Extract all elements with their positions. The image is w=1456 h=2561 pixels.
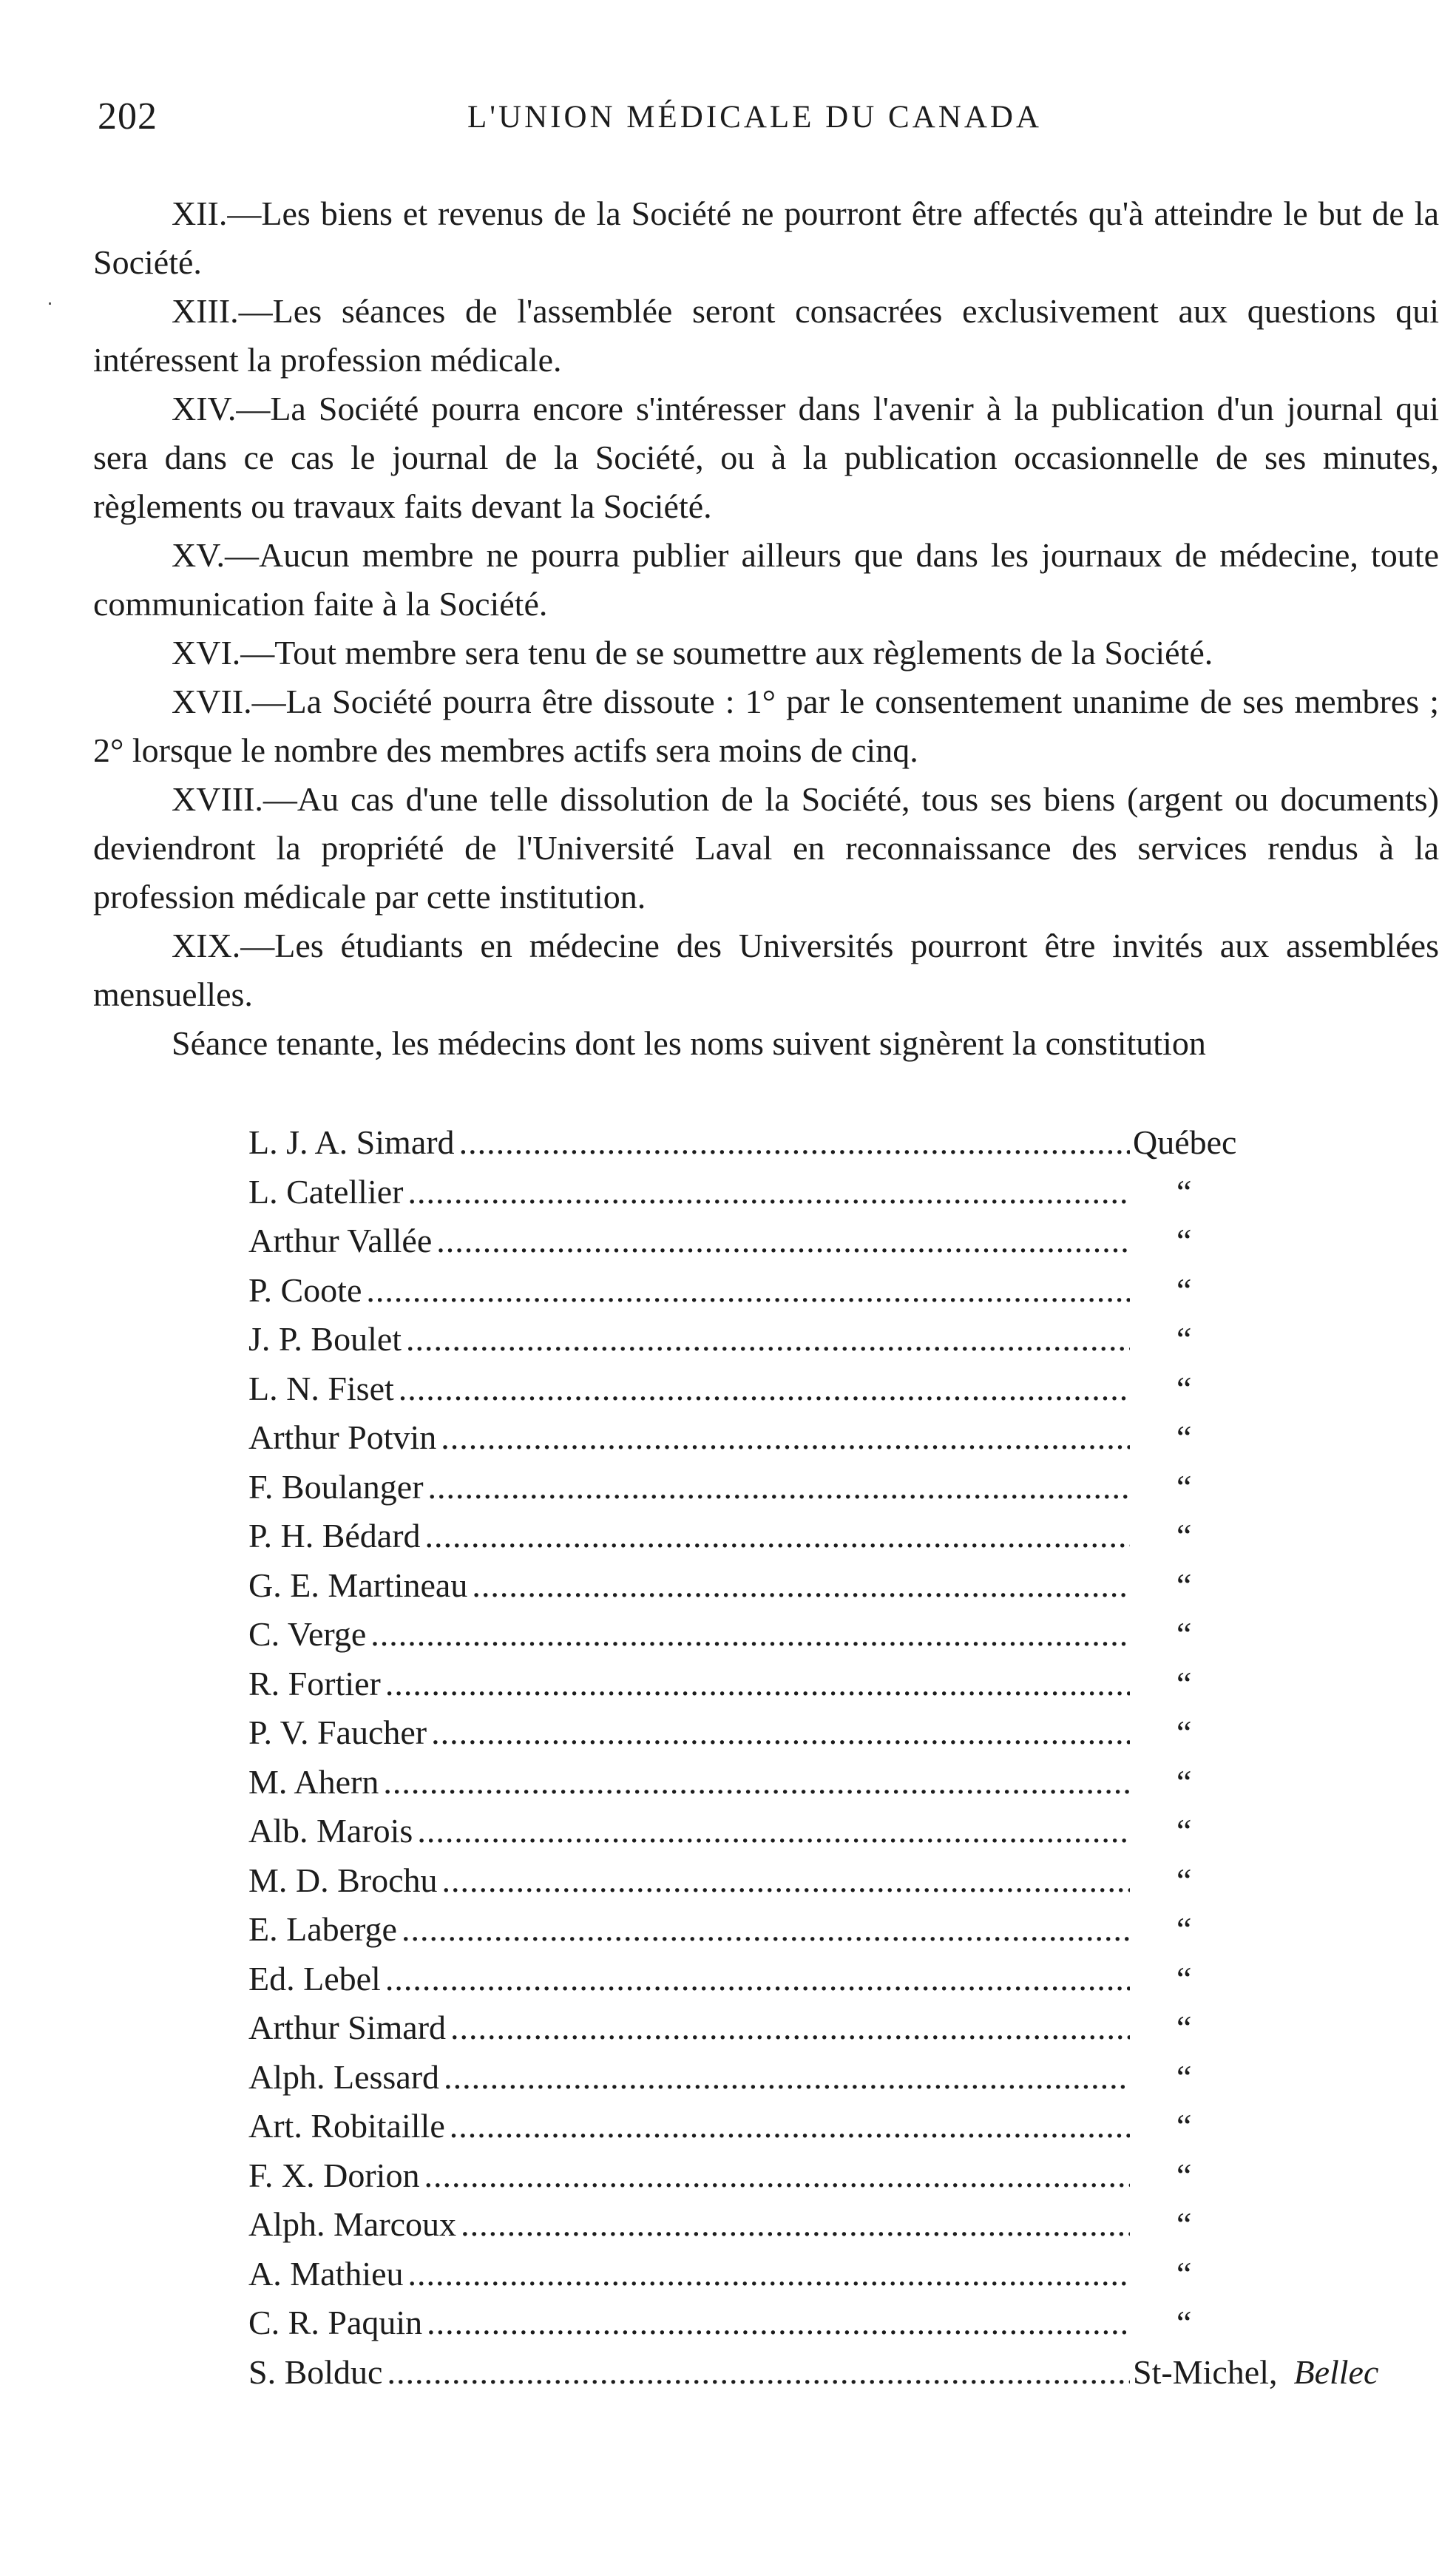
signatory-place-suffix: Bellec <box>1293 2352 1379 2391</box>
signatory-row <box>248 1418 1439 1467</box>
ditto-mark: “ <box>1176 1910 1192 1948</box>
signatory-name: C. R. Paquin <box>248 2304 423 2341</box>
ditto-mark: “ <box>1176 1271 1192 1309</box>
signatory-name: P. V. Faucher <box>248 1713 427 1751</box>
signatory-name: L. J. A. Simard <box>248 1123 455 1161</box>
signatory-name: Alph. Lessard <box>248 2057 440 2096</box>
ditto-mark: “ <box>1176 1222 1192 1259</box>
signatory-row <box>248 2106 1439 2156</box>
ditto-mark: “ <box>1176 1172 1192 1211</box>
article-xviii: XVIII.—Au cas d'une telle dissolution de la Société, tous ses biens (argent ou documents) deviendront la propriété de l'Université Laval en reconnaissance des services rendus à la profession médicale par cette institution. <box>93 780 1439 916</box>
ditto-mark: “ <box>1176 2205 1192 2243</box>
article-xiv: XIV.—La Société pourra encore s'intéresser dans l'avenir à la publication d'un journal qui sera dans ce cas le journal de la Société, ou à la publication occasionnelle de ses minutes, règlements ou travaux faits devant la Société. <box>93 390 1439 525</box>
signatory-name: J. P. Boulet <box>248 1320 402 1358</box>
ditto-mark: “ <box>1176 2107 1192 2145</box>
signatory-row <box>248 1319 1439 1369</box>
signatory-name: G. E. Martineau <box>248 1566 468 1604</box>
signatory-row <box>248 2254 1439 2304</box>
signatory-row <box>248 1909 1439 1959</box>
dot-leader <box>461 2205 1130 2244</box>
dot-leader <box>450 2106 1130 2145</box>
signatory-row <box>248 1614 1439 1664</box>
dot-leader <box>370 1614 1130 1654</box>
signatory-row <box>248 2352 1439 2402</box>
ditto-mark: “ <box>1176 1467 1192 1506</box>
signatory-name: S. Bolduc <box>248 2352 383 2391</box>
signatory-name: P. Coote <box>248 1271 362 1309</box>
signatory-name: Alb. Marois <box>248 1812 413 1850</box>
ditto-mark: “ <box>1176 2254 1192 2293</box>
dot-leader <box>444 2057 1130 2097</box>
signatory-row <box>248 1369 1439 1418</box>
ditto-mark: “ <box>1176 1812 1192 1850</box>
signatory-row <box>248 1713 1439 1762</box>
running-title: L'UNION MÉDICALE DU CANADA <box>467 100 1042 135</box>
dot-leader <box>402 1909 1130 1949</box>
dot-leader <box>427 2303 1130 2342</box>
signatory-name: A. Mathieu <box>248 2254 404 2293</box>
ditto-mark: “ <box>1176 1517 1192 1554</box>
ditto-mark: “ <box>1176 1959 1192 1997</box>
dot-leader <box>399 1369 1130 1408</box>
ditto-mark: “ <box>1176 1762 1192 1801</box>
ditto-mark: “ <box>1176 2156 1192 2194</box>
dot-leader <box>431 1713 1130 1752</box>
ditto-mark: “ <box>1176 1861 1192 1899</box>
ditto-mark: “ <box>1176 1418 1192 1456</box>
dot-leader <box>408 2254 1130 2293</box>
signatory-row <box>248 2303 1439 2352</box>
ditto-mark: “ <box>1176 1664 1192 1702</box>
constitution-articles <box>93 189 1439 1068</box>
page-number: 202 <box>98 95 158 138</box>
article-xii: XII.—Les biens et revenus de la Société ne pourront être affectés qu'à atteindre le but de la Société. <box>93 194 1439 281</box>
signatory-name: F. X. Dorion <box>248 2156 420 2194</box>
signatory-name: Arthur Vallée <box>248 1222 433 1259</box>
signatory-name: Alph. Marcoux <box>248 2205 457 2243</box>
article-xv: XV.—Aucun membre ne pourra publier ailleurs que dans les journaux de médecine, toute communication faite à la Société. <box>93 536 1439 623</box>
article-xvii: XVII.—La Société pourra être dissoute : 1° par le consentement unanime de ses membres ; 2° lorsque le nombre des membres actifs sera moins de cinq. <box>93 683 1439 769</box>
ditto-mark: “ <box>1176 1566 1192 1604</box>
signatory-place: Québec <box>1133 1123 1237 1161</box>
signatory-row <box>248 2205 1439 2254</box>
ditto-mark: “ <box>1176 1615 1192 1653</box>
signatory-row <box>248 1861 1439 1910</box>
dot-leader <box>442 1861 1130 1900</box>
signatory-name: P. H. Bédard <box>248 1517 421 1554</box>
ditto-mark: “ <box>1176 2057 1192 2096</box>
ditto-mark: “ <box>1176 1369 1192 1407</box>
signatory-row <box>248 1762 1439 1812</box>
dot-leader <box>366 1271 1130 1310</box>
signatory-row <box>248 1271 1439 1320</box>
signatory-row <box>248 2008 1439 2057</box>
signatory-row <box>248 2057 1439 2107</box>
dot-leader <box>387 2352 1130 2392</box>
article-xix: XIX.—Les étudiants en médecine des Universités pourront être invités aux assemblées mensuelles. <box>93 927 1439 1013</box>
ditto-mark: “ <box>1176 1320 1192 1358</box>
signatory-row <box>248 1566 1439 1615</box>
ditto-mark: “ <box>1176 2009 1192 2046</box>
signatories-list <box>248 1123 1439 2401</box>
signatory-name: F. Boulanger <box>248 1467 424 1506</box>
signatory-name: Art. Robitaille <box>248 2107 445 2145</box>
dot-leader <box>472 1566 1130 1605</box>
signatory-row <box>248 1516 1439 1566</box>
signatory-name: M. D. Brochu <box>248 1861 438 1899</box>
signatory-name: Arthur Potvin <box>248 1418 437 1456</box>
signatory-row <box>248 1959 1439 2009</box>
signatory-name: M. Ahern <box>248 1762 379 1801</box>
ditto-mark: “ <box>1176 1713 1192 1751</box>
signatory-row <box>248 1467 1439 1517</box>
dot-leader <box>459 1123 1130 1162</box>
signatory-row <box>248 1172 1439 1222</box>
signatory-place: St-Michel, <box>1133 2352 1278 2391</box>
signatory-name: L. N. Fiset <box>248 1369 394 1407</box>
dot-leader <box>385 1664 1130 1703</box>
dot-leader <box>406 1319 1130 1359</box>
dot-leader <box>417 1811 1130 1850</box>
signatory-row <box>248 2156 1439 2205</box>
signatories-intro: Séance tenante, les médecins dont les noms suivent signèrent la constitution <box>172 1024 1206 1062</box>
signatory-name: E. Laberge <box>248 1910 397 1948</box>
signatory-name: C. Verge <box>248 1615 367 1653</box>
article-xiii: XIII.—Les séances de l'assemblée seront consacrées exclusivement aux questions qui intéressent la profession médicale. <box>93 292 1439 379</box>
signatory-row <box>248 1123 1439 1172</box>
dot-leader <box>385 1959 1130 1998</box>
signatory-name: Arthur Simard <box>248 2009 447 2046</box>
dot-leader <box>441 1418 1130 1457</box>
signatory-name: Ed. Lebel <box>248 1959 381 1997</box>
dot-leader <box>428 1467 1130 1506</box>
signatory-row <box>248 1811 1439 1861</box>
dot-leader <box>425 1516 1130 1555</box>
stray-ink-mark <box>49 302 51 305</box>
article-xvi: XVI.—Tout membre sera tenu de se soumettre aux règlements de la Société. <box>172 634 1213 671</box>
dot-leader <box>436 1221 1130 1260</box>
signatory-row <box>248 1221 1439 1271</box>
dot-leader <box>424 2156 1130 2195</box>
signatory-row <box>248 1664 1439 1713</box>
dot-leader <box>407 1172 1130 1211</box>
dot-leader <box>450 2008 1130 2047</box>
page-header <box>98 95 1440 154</box>
signatory-name: L. Catellier <box>248 1172 404 1211</box>
ditto-mark: “ <box>1176 2304 1192 2341</box>
signatory-name: R. Fortier <box>248 1664 381 1702</box>
dot-leader <box>383 1762 1130 1802</box>
